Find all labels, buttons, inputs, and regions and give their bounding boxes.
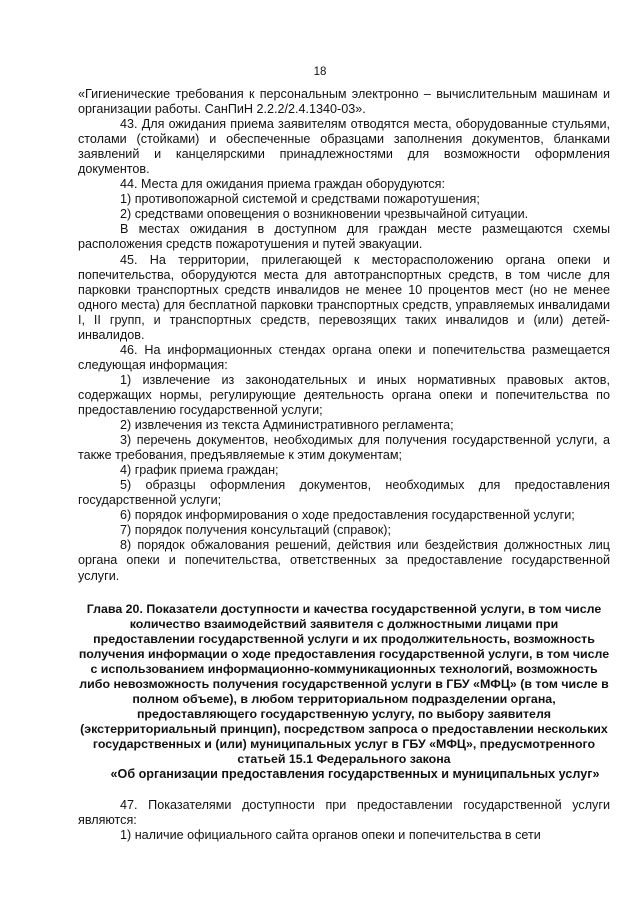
paragraph-44: 44. Места для ожидания приема граждан оборудуются: <box>120 177 445 192</box>
paragraph-46-item-2: 2) извлечения из текста Административного регламента; <box>120 418 454 433</box>
chapter-20-heading: Глава 20. Показатели доступности и качества государственной услуги, в том числе количество взаимодействий заявителя с должностными лицами при предоставлении государственной услуги и их продолжительность, возможность получения информации о ходе предоставления государственной услуги, в том числе с использованием информационно-коммуникационных технологий, возможность либо невозможность получения государственной услуги в ГБУ «МФЦ» (в том числе в полном объеме), в любом территориальном подразделении органа, предоставляющего государственную услугу, по выбору заявителя (экстерриториальный принцип), посредством запроса о предоставлении нескольких государственных и (или) муниципальных услуг в ГБУ «МФЦ», предусмотренного статьей 15.1 Федерального закона <box>78 601 610 766</box>
paragraph-44-item-1: 1) противопожарной системой и средствами пожаротушения; <box>120 192 480 207</box>
paragraph-46: 46. На информационных стендах органа опеки и попечительства размещается следующая информация: <box>78 342 610 372</box>
paragraph-46-item-8: 8) порядок обжалования решений, действия или бездействия должностных лиц органа опеки и попечительства, ответственных за предоставление государственной услуги. <box>78 538 610 583</box>
paragraph-44-item-2: 2) средствами оповещения о возникновении чрезвычайной ситуации. <box>120 207 529 222</box>
document-body <box>78 87 610 843</box>
paragraph-46-item-1: 1) извлечение из законодательных и иных нормативных правовых актов, содержащих нормы, регулирующие деятельность органа опеки и попечительства по предоставлению государственной услуги; <box>78 372 610 417</box>
paragraph-44-note: В местах ожидания в доступном для граждан месте размещаются схемы расположения средств пожаротушения и путей эвакуации. <box>78 222 610 252</box>
paragraph-47: 47. Показателями доступности при предоставлении государственной услуги являются: <box>78 797 610 827</box>
paragraph-47-item-1: 1) наличие официального сайта органов опеки и попечительства в сети <box>120 827 541 842</box>
paragraph-43: 43. Для ожидания приема заявителям отводятся места, оборудованные стульями, столами (стойками) и обеспеченные образцами заполнения документов, бланками заявлений и канцелярскими принадлежностями для возможности оформления документов. <box>78 117 610 177</box>
paragraph-sanpin: «Гигиенические требования к персональным электронно – вычислительным машинам и организации работы. СанПиН 2.2.2/2.4.1340-03». <box>78 87 610 117</box>
spacer <box>78 782 610 798</box>
paragraph-46-item-5: 5) образцы оформления документов, необходимых для предоставления государственной услуги; <box>78 478 610 508</box>
paragraph-46-item-7: 7) порядок получения консультаций (справок); <box>120 523 391 538</box>
paragraph-46-item-4: 4) график приема граждан; <box>120 463 279 478</box>
paragraph-46-item-3: 3) перечень документов, необходимых для получения государственной услуги, а также требования, предъявляемые к этим документам; <box>78 433 610 463</box>
paragraph-46-item-6: 6) порядок информирования о ходе предоставления государственной услуги; <box>120 508 575 523</box>
paragraph-45: 45. На территории, прилегающей к месторасположению органа опеки и попечительства, оборудуются места для автотранспортных средств, в том числе для парковки транспортных средств инвалидов не менее 10 процентов мест (но не менее одного места) для бесплатной парковки транспортных средств, управляемых инвалидами I, II групп, и транспортных средств, перевозящих таких инвалидов и (или) детей-инвалидов. <box>78 252 610 342</box>
chapter-20-law-title: «Об организации предоставления государственных и муниципальных услуг» <box>110 766 600 781</box>
page-number: 18 <box>313 66 327 78</box>
